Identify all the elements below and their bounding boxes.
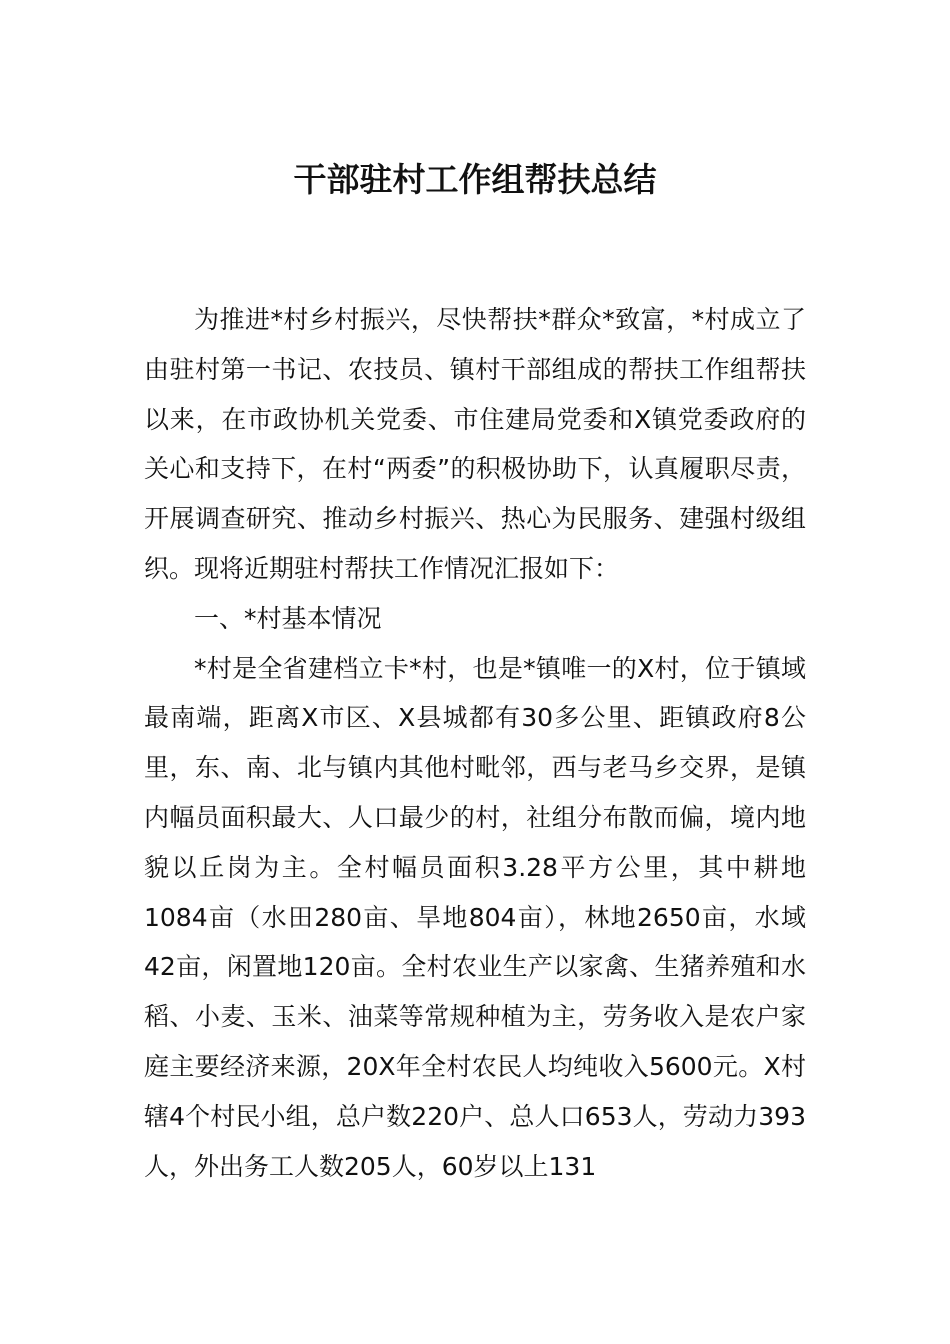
intro-paragraph: 为推进*村乡村振兴，尽快帮扶*群众*致富，*村成立了由驻村第一书记、农技员、镇村干部组成的帮扶工作组帮扶以来，在市政协机关党委、市住建局党委和X镇党委政府的关心和支持下，在村“两委”的积极协助下，认真履职尽责，开展调查研究、推动乡村振兴、热心为民服务、建强村级组织。现将近期驻村帮扶工作情况汇报如下： (144, 305, 806, 583)
document-title: 干部驻村工作组帮扶总结 (293, 160, 657, 199)
document-body (144, 295, 806, 1191)
section-heading: 一、*村基本情况 (194, 603, 382, 633)
section-paragraph: *村是全省建档立卡*村，也是*镇唯一的X村，位于镇域最南端，距离X市区、X县城都有30多公里、距镇政府8公里，东、南、北与镇内其他村毗邻，西与老马乡交界，是镇内幅员面积最大、人口最少的村，社组分布散而偏，境内地貌以丘岗为主。全村幅员面积3.28平方公里，其中耕地1084亩（水田280亩、旱地804亩），林地2650亩，水域42亩，闲置地120亩。全村农业生产以家禽、生猪养殖和水稻、小麦、玉米、油菜等常规种植为主，劳务收入是农户家庭主要经济来源，20X年全村农民人均纯收入5600元。X村辖4个村民小组，总户数220户、总人口653人，劳动力393人，外出务工人数205人，60岁以上131 (144, 653, 806, 1181)
